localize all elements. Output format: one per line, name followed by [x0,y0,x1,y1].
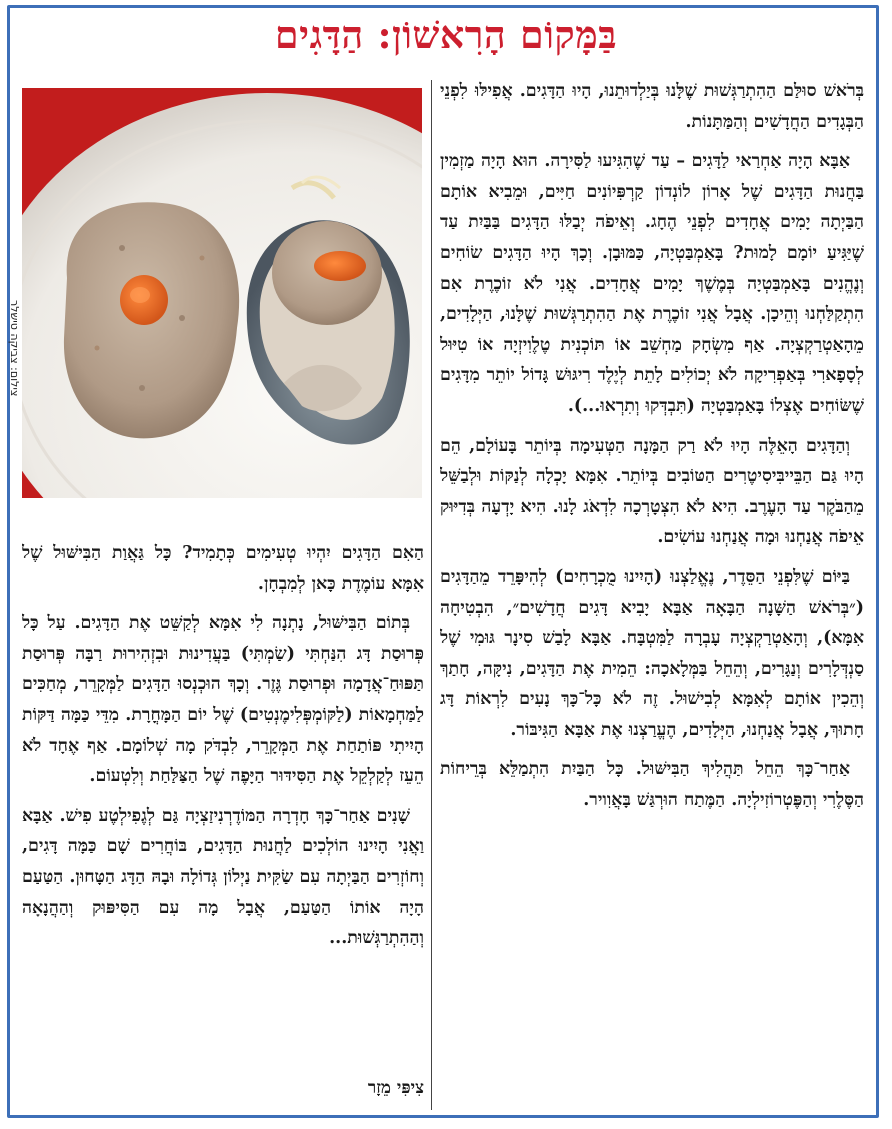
paragraph: שָׁנִים אַחַר־כָּךְ חָדְרָה הַמּוֹדֶרְנִיזַצְיָה גַּם לְגֶפִילְטֶע פִישׁ. אַבָּא וַאֲנִי הָיִינוּ הוֹלְכִים לַחֲנוּת הַדָּגִים, בּוֹחֲרִים שָׁם כַּמָּה דָּגִים, וְחוֹזְרִים הַבַּיְתָה עִם שַׂקִּית נַיְלוֹן גְּדוֹלָה וּבָהּ הַדָּג הַטָּחוּן. הַטַּעַם הָיָה אוֹתוֹ הַטַּעַם, אֲבָל מָה עִם הַסִּיפּוּק וְהַהֲנָאָה וְהַהִתְרַגְּשׁוּת... [22,805,424,949]
paragraph: בְּתוֹם הַבִּישּׁוּל, נָתְנָה לִי אִמָּא לְקַשֵּׁט אֶת הַדָּגִים. עַל כָּל פְּרוּסַת דָּג הִנַּחְתִּי (שַׂמְתִּי) בַּעֲדִינוּת וּבִזְהִירוּת רַבָּה פְּרוּסַת תַּפּוּחַ־אֲדָמָה וּפְרוּסַת גֶּזֶר. וְכָךְ הוּכְנְסוּ הַדָּגִים לַמְּקָרֵר, מְחַכִּים לַמַּחְמָאוֹת (לַקּוֹמְפְּלִימֶנְטִים) שֶׁל יוֹם הַמָּחֳרָת. מִדֵּי כַּמָּה דַּקּוֹת הָיִיתִי פּוֹתַחַת אֶת הַמְּקָרֵר, לִבְדֹּק מָה שְׁלוֹמָם. אַף אֶחָד לֹא הֵעֵז לְקַלְקֵל אֶת הַסִּידּוּר הַיָּפֶה שֶׁל הַצַּלַּחַת וְלִטְעוֹם. [22,613,424,787]
left-column [22,538,424,1058]
column-divider [431,80,432,1110]
paragraph: בַּיּוֹם שֶׁלִּפְנֵי הַסֵּדֶר, נֶאֱלַצְנוּ (הָיִינוּ מֻכְרָחִים) לְהִיפָּרֵד מֵהַדָּגִים (״בְּרֹאשׁ הַשָּׁנָה הַבָּאָה אַבָּא יָבִיא דָּגִים חֲדָשִׁים״, הִבְטִיחָה אִמָּא), וְהָאַטְרַקְצְיָה עָבְרָה לַמִּטְבָּח. אַבָּא לָבַשׁ סִינָר גּוּמִי שֶׁל סַנְדְּלָרִים וְנַגָּרִים, וְהֵחֵל בַּמְּלָאכָה: הֵמִית אֶת הַדָּגִים, נִיקָּה, חָתַךְ וְהֵכִין אוֹתָם לְאִמָּא לְבִישׁוּל. זֶה לֹא כָּל־כָּךְ נָעִים לִרְאוֹת דָּג חָתוּךְ, אֲבָל אֲנַחְנוּ, הַיְּלָדִים, הֶעֱרַצְנוּ אֶת אַבָּא הַגִּיבּוֹר. [440,566,864,740]
paragraph: וְהַדָּגִים הָאֵלֶּה הָיוּ לֹא רַק הַמָּנָה הַטְּעִימָה בְּיוֹתֵר בָּעוֹלָם, הֵם הָיוּ גַּם הַבֵּייבִּיסִיטֶרִים הַטּוֹבִים בְּיוֹתֵר. אִמָּא יָכְלָה לְנַקּוֹת וּלְבַשֵּׁל מֵהַבֹּקֶר עַד הָעֶרֶב. הִיא לֹא הִצְטָרְכָה לִדְאֹג לָנוּ. הִיא יָדְעָה בְּדִיּוּק אֵיפֹה אֲנַחְנוּ וּמָה אֲנַחְנוּ עוֹשִׂים. [440,435,864,548]
photo-credit: צילום: צביקה טישלר [8,300,21,397]
gefilte-fish-photo [22,88,422,498]
author-signature: צִיפִּי מֵזָר [367,1078,424,1098]
fish-plate-image [22,88,422,498]
paragraph: אַחַר־כָּךְ הֵחֵל תַּהֲלִיךְ הַבִּישּׁוּל. כָּל הַבַּיִת הִתְמַלֵּא בְּרֵיחוֹת הַסֶּלֶרִי וְהַפֶּטְרוֹזִילְיָה. הַמֶּתַח הוּרְגַּשׁ בָּאֲוִויר. [440,759,864,811]
paragraph: אַבָּא הָיָה אַחְרַאי לַדָּגִים – עַד שֶׁהִגִּיעוּ לַסִּירָה. הוּא הָיָה מַזְמִין בַּחֲנוּת הַדָּגִים שֶׁל אָרוֹן לוֹנְדוֹן קַרְפִּיוֹנִים חַיִּים, וּמֵבִיא אוֹתָם הַבַּיְתָה יָמִים אֲחָדִים לִפְנֵי הֶחָג. וְאֵיפֹה יְבַלּוּ הַדָּגִים בַּבַּיִת עַד שֶׁיַּגִּיעַ יוֹמָם לָמוּת? בָּאַמְבַּטְיָה, כַּמּוּבָן. וְכָךְ הָיוּ הַדָּגִים שׂוֹחִים וְנֶהֱנִים בָּאַמְבַּטְיָה בְּמֶשֶׁךְ יָמִים אֲחָדִים. אֲנִי לֹא זוֹכֶרֶת אִם הִתְקַלַּחְנוּ וְהֵיכָן. אֲבָל אֲנִי זוֹכֶרֶת אֶת הַהִתְרַגְּשׁוּת שֶׁלָּנוּ, הַיְּלָדִים, מֵהָאַטְרַקְצְיָה. אַף מִשְׂחָק מַחְשֵׁב אוֹ תּוֹכְנִית טֶלֶוִיזְיָה אוֹ טִיּוּל לְסָפָארִי בְּאַפְרִיקָה לֹא יְכוֹלִים לָתֵת לְיֶלֶד רִיגּוּשׁ גָּדוֹל יוֹתֵר מִדָּגִים שֶׁשּׂוֹחִים אֶצְלוֹ בָּאַמְבַּטְיָה (תִּבְדְּקוּ וְתִרְאוּ...). [440,151,864,416]
article-title: בַּמָּקוֹם הָרִאשׁוֹן: הַדָּגִים [274,12,618,57]
paragraph: בְּרֹאשׁ סוּלַּם הַהִתְרַגְּשׁוּת שֶׁלָּנוּ בְּיַלְדוּתֵנוּ, הָיוּ הַדָּגִים. אֲפִילּוּ לִפְנֵי הַבְּגָדִים הַחֲדָשִׁים וְהַמַּתָּנוֹת. [440,81,864,132]
paragraph: הַאִם הַדָּגִים יִהְיוּ טְעִימִים כְּתָמִיד? כָּל גַּאֲוַת הַבִּישּׁוּל שֶׁל אִמָּא עוֹמֶדֶת כָּאן לְמִבְחָן. [22,543,424,594]
right-column [440,76,864,1116]
